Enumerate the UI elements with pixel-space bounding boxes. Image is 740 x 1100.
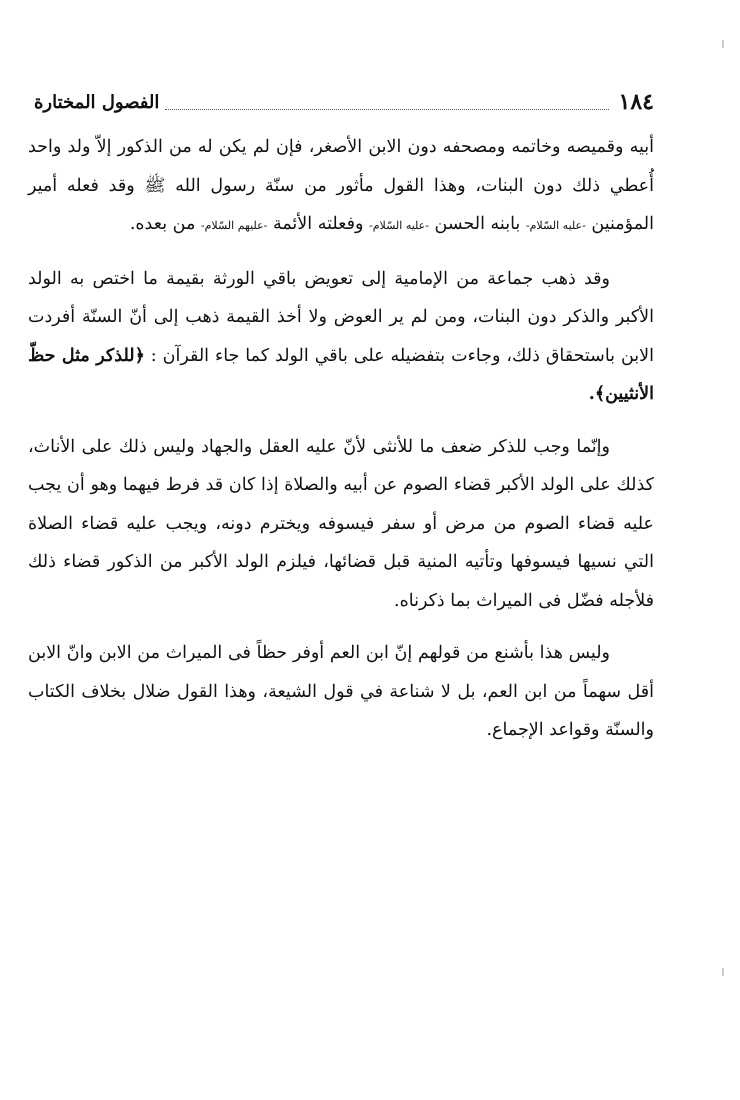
quran-verse: ﴿للذكر مثل حظّ الأنثيين﴾. bbox=[28, 345, 654, 404]
paragraph-1-text-c: وفعلته الأئمة bbox=[272, 214, 364, 234]
page-number: ١٨٤ bbox=[618, 89, 654, 115]
header-dotted-leader bbox=[165, 109, 608, 110]
honorific-3: -عليهم السّلام- bbox=[200, 219, 268, 232]
scan-edge-mark-top bbox=[722, 40, 724, 48]
page-header bbox=[34, 86, 654, 118]
scan-edge-mark-bottom bbox=[722, 968, 724, 976]
paragraph-1-text-a: أبيه وقميصه وخاتمه ومصحفه دون الابن الأصغر، فإن لم يكن له من الذكور إلاّ ولد واحد أُعطي ذلك دون البنات، وهذا القول مأثور من سنّة رسول الله ﷺ وقد فعله أمير المؤمنين bbox=[28, 137, 654, 234]
book-title: الفصول المختارة bbox=[34, 91, 160, 113]
paragraph-3-text: وإنّما وجب للذكر ضعف ما للأنثى لأنّ عليه العقل والجهاد وليس ذلك على الأناث، كذلك على الولد الأكبر قضاء الصوم عن أبيه والصلاة إذا كان قد فرط فيهما وهو أن يجب عليه قضاء الصوم من مرض أو سفر فيسوفه ويخترم دونه، ويجب عليه قضاء الصلاة التي نسيها فيسوفها وتأتيه المنية قبل قضائها، فيلزم الولد الأكبر من الذكور قضاء ذلك فلأجله فضّل فى الميراث بما ذكرناه. bbox=[28, 436, 654, 611]
paragraph-1-text-d: من بعده. bbox=[129, 214, 196, 234]
paragraph-2-text: وقد ذهب جماعة من الإمامية إلى تعويض باقي الورثة بقيمة ما اختص به الولد الأكبر والذكر دون البنات، ومن لم ير العوض ولا أخذ القيمة ذهب إلى أنّ السنّة أفردت الابن باستحقاق ذلك، وجاءت بتفضيله على باقي الولد كما جاء القرآن : bbox=[28, 268, 654, 366]
honorific-1: -عليه السّلام- bbox=[525, 219, 586, 232]
paragraph-4 bbox=[28, 634, 654, 750]
honorific-2: -عليه السّلام- bbox=[369, 219, 429, 232]
page-body bbox=[28, 128, 654, 750]
paragraph-1-text-b: بابنه الحسن bbox=[434, 214, 521, 234]
paragraph-2 bbox=[28, 260, 654, 414]
paragraph-4-text: وليس هذا بأشنع من قولهم إنّ ابن العم أوفر حظاً فى الميراث من الابن وانّ الابن أقل سهماً من ابن العم، بل لا شناعة في قول الشيعة، وهذا القول ضلال بخلاف الكتاب والسنّة وقواعد الإجماع. bbox=[28, 643, 654, 740]
paragraph-1 bbox=[28, 128, 654, 246]
paragraph-3 bbox=[28, 428, 654, 621]
